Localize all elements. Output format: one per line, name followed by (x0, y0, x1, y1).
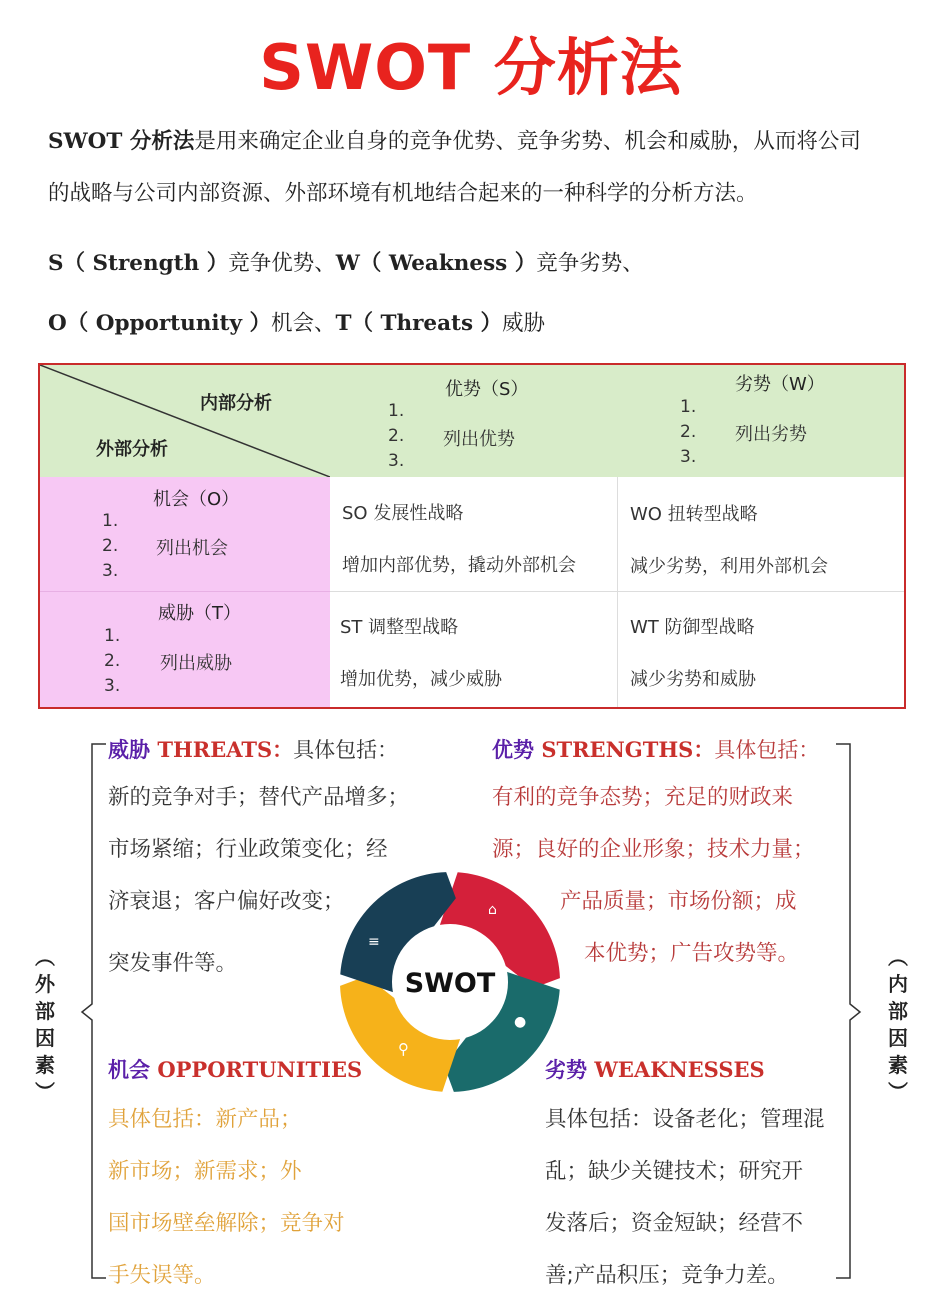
strengths-text: 有利的竞争态势；充足的财政来 源；良好的企业形象；技术力量； 产品质量；市场份额；成 本优势；广告攻势等。 (492, 785, 815, 966)
opportunities-text: 具体包括：新产品； 新市场；新需求；外 国市场壁垒解除；竞争对 手失误等。 (108, 1107, 345, 1288)
weakness-list-text: 列出劣势 (735, 424, 807, 445)
weakness-numbers: 1. 2. 3. (680, 397, 697, 467)
right-side-label: ︵ 内 部 因 素 ︶ (888, 945, 908, 1104)
o-letter: O (48, 311, 67, 336)
opportunity-list-text: 列出机会 (156, 538, 228, 559)
strengths-title: 优势 STRENGTHS：具体包括： (492, 737, 820, 762)
left-side-label: ︵ 外 部 因 素 ︶ (35, 945, 55, 1104)
list-icon: ≡ (368, 934, 380, 950)
strength-list-text: 列出优势 (443, 429, 515, 450)
legend-line-1 (48, 246, 644, 277)
weaknesses-text: 具体包括：设备老化；管理混 乱；缺少关键技术；研究开 发落后；资金短缺；经营不 善;产品积压；竞争力差。 (545, 1107, 825, 1288)
o-cn: 机会、 (270, 311, 336, 336)
w-letter: W (335, 251, 360, 276)
intro-line1: 是用来确定企业自身的竞争优势、竞争劣势、机会和威胁，从而将公司 (194, 129, 861, 154)
corner-internal-label: 内部分析 (200, 393, 272, 414)
search-icon: ⚲ (398, 1040, 409, 1058)
swot-center-label: SWOT (404, 968, 496, 999)
t-word: （ Threats ） (351, 311, 503, 336)
intro-bold: SWOT 分析法 (48, 129, 195, 154)
threat-list-text: 列出威胁 (160, 653, 232, 674)
w-cn: 竞争劣势、 (536, 251, 644, 276)
threat-header: 威胁（T） (158, 603, 241, 624)
swot-cycle-diagram (338, 870, 562, 1094)
right-bracket (832, 738, 872, 1286)
home-icon: ⌂ (488, 902, 497, 918)
grid-line (617, 477, 618, 707)
grid-line (330, 591, 904, 592)
so-title: SO 发展性战略 (342, 503, 464, 524)
strength-numbers: 1. 2. 3. (388, 401, 405, 471)
so-text: 增加内部优势，撬动外部机会 (342, 555, 576, 576)
weaknesses-title: 劣势 WEAKNESSES (545, 1057, 765, 1082)
corner-diagonal (40, 365, 330, 477)
user-icon: ● (514, 1014, 527, 1030)
threats-title: 威胁 THREATS：具体包括： (108, 737, 399, 762)
t-cn: 威胁 (502, 311, 546, 336)
st-title: ST 调整型战略 (340, 617, 459, 638)
st-text: 增加优势，减少威胁 (340, 669, 502, 690)
swot-matrix-table (38, 363, 906, 709)
t-letter: T (335, 311, 352, 336)
opportunity-header: 机会（O） (153, 489, 240, 510)
page-title: SWOT 分析法 (259, 31, 683, 104)
left-bracket (70, 738, 110, 1286)
intro-paragraph (48, 116, 918, 220)
opportunities-title: 机会 OPPORTUNITIES (108, 1057, 363, 1082)
opportunity-numbers: 1. 2. 3. (102, 511, 119, 581)
weakness-header: 劣势（W） (735, 374, 825, 395)
wo-text: 减少劣势，利用外部机会 (630, 556, 828, 577)
s-word: （ Strength ） (63, 251, 229, 276)
wt-text: 减少劣势和威胁 (630, 669, 756, 690)
threat-numbers: 1. 2. 3. (104, 626, 121, 696)
threats-text: 新的竞争对手；替代产品增多； 市场紧缩；行业政策变化；经 济衰退；客户偏好改变； 突发事件等。 (108, 785, 410, 976)
grid-line (40, 591, 330, 592)
corner-external-label: 外部分析 (96, 439, 168, 460)
o-word: （ Opportunity ） (66, 311, 271, 336)
legend-line-2 (48, 306, 545, 337)
w-word: （ Weakness ） (359, 251, 537, 276)
wt-title: WT 防御型战略 (630, 617, 755, 638)
s-letter: S (48, 251, 64, 276)
wo-title: WO 扭转型战略 (630, 504, 758, 525)
s-cn: 竞争优势、 (228, 251, 336, 276)
intro-line2: 的战略与公司内部资源、外部环境有机地结合起来的一种科学的分析方法。 (48, 181, 758, 206)
strength-header: 优势（S） (445, 379, 529, 400)
